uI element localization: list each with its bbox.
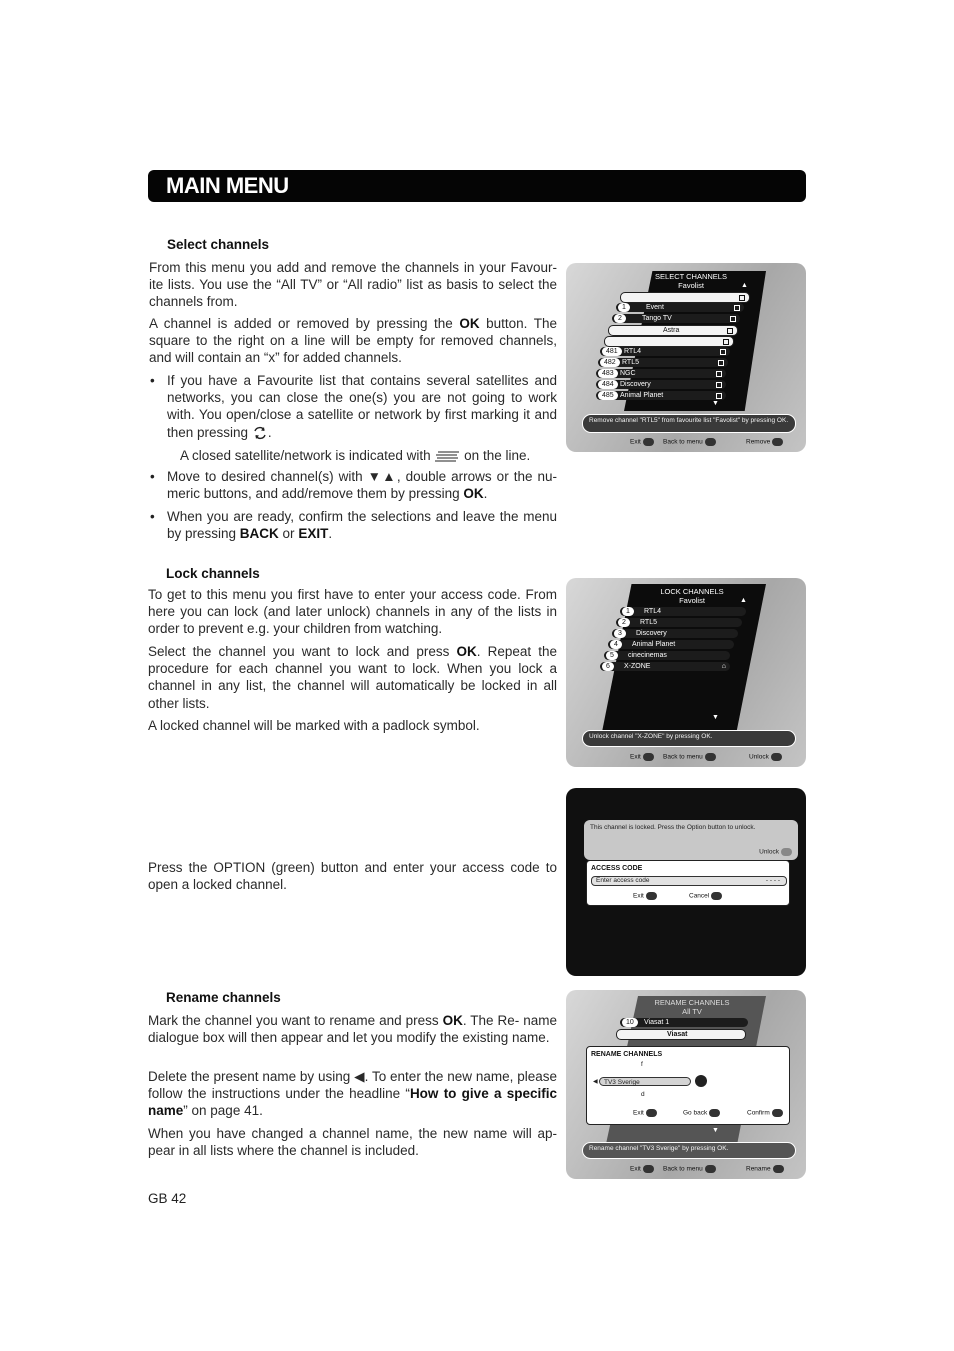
arrow-up-icon: ▲ bbox=[382, 469, 397, 484]
rename-p3: When you have changed a channel name, the new name will ap- pear in all lists where the channel is included. bbox=[148, 1126, 557, 1159]
header-bar bbox=[148, 170, 806, 202]
list-item[interactable]: 483 NGC bbox=[596, 369, 726, 378]
select-channels-screen bbox=[566, 263, 806, 452]
padlock-icon: ⌂ bbox=[721, 663, 726, 670]
lock-heading: Lock channels bbox=[166, 566, 260, 581]
dialog-title: ACCESS CODE bbox=[591, 865, 643, 872]
arrow-down-icon: ▼ bbox=[367, 469, 383, 484]
cancel-button[interactable]: Cancel bbox=[689, 892, 722, 900]
select-b1: If you have a Favourite list that contains several satellites and networks, you can close the one(s) you are not going to work with. You open/close a satellite or network by first marking it and then pressing . bbox=[167, 373, 557, 440]
go-back-button[interactable]: Go back bbox=[683, 1109, 720, 1117]
back-to-menu-button[interactable]: Back to menu bbox=[663, 753, 716, 761]
open-close-icon bbox=[252, 426, 268, 440]
rename-p1: Mark the channel you want to rename and press OK. The Re- name dialogue box will then appear and let you modify the existing name. bbox=[148, 1013, 557, 1046]
exit-button[interactable]: Exit bbox=[630, 1165, 654, 1173]
scroll-up-icon: ▲ bbox=[740, 597, 747, 604]
lock-channels-screen bbox=[566, 578, 806, 767]
page-title: MAIN MENU bbox=[166, 173, 289, 198]
rename-p2: Delete the present name by using ◀. To enter the new name, please follow the instructions under the headline “How to give a specific name” on page 41. bbox=[148, 1069, 557, 1119]
navigation-knob-icon bbox=[695, 1075, 707, 1087]
select-b3: When you are ready, confirm the selections and leave the menu by pressing BACK or EXIT. bbox=[167, 509, 557, 542]
page-number: GB 42 bbox=[148, 1191, 187, 1206]
lock-p3: A locked channel will be marked with a padlock symbol. bbox=[148, 718, 480, 733]
list-item[interactable]: 2 RTL5 bbox=[616, 618, 742, 627]
select-heading: Select channels bbox=[167, 237, 270, 252]
list-item[interactable]: 10 Viasat 1 bbox=[620, 1018, 748, 1027]
select-p2: A channel is added or removed by pressing the OK button. The square to the right on a line will be empty for removed channels, and will contain an “x” for added channels. bbox=[149, 316, 557, 366]
list-item[interactable]: 1 Event bbox=[616, 303, 744, 312]
scroll-up-icon: ▲ bbox=[741, 282, 748, 289]
status-message: Rename channel "TV3 Sverige" by pressing OK. bbox=[582, 1142, 796, 1159]
back-to-menu-button[interactable]: Back to menu bbox=[663, 438, 716, 446]
letter-down: d bbox=[641, 1091, 645, 1098]
select-p1: From this menu you add and remove the channels in your Favour- ite lists. You use the “All TV” or “All radio” list as basis to select the channels from. bbox=[149, 260, 557, 310]
locked-message: This channel is locked. Press the Option button to unlock. bbox=[590, 824, 756, 831]
bullet: • bbox=[150, 509, 155, 524]
screen-title: SELECT CHANNELS Favolist bbox=[655, 272, 727, 290]
closed-network-icon bbox=[434, 450, 460, 462]
access-code-input[interactable]: Enter access code - - - - bbox=[591, 876, 787, 886]
rename-channels-screen bbox=[566, 990, 806, 1179]
select-b2: Move to desired channel(s) with ▼▲, double arrows or the nu- meric buttons, and add/remove them by pressing OK. bbox=[167, 469, 557, 502]
rename-input[interactable]: TV3 Sverige bbox=[599, 1077, 691, 1086]
confirm-button[interactable]: Confirm bbox=[747, 1109, 783, 1117]
list-item[interactable]: 481 RTL4 bbox=[600, 347, 730, 356]
list-item[interactable]: 3 Discovery bbox=[612, 629, 738, 638]
bullet: • bbox=[150, 469, 155, 484]
select-closed: A closed satellite/network is indicated with on the line. bbox=[180, 448, 531, 463]
unlock-button[interactable]: Unlock bbox=[759, 848, 792, 856]
list-item[interactable]: 1 RTL4 bbox=[620, 607, 746, 616]
exit-button[interactable]: Exit bbox=[630, 753, 654, 761]
lock-p2: Select the channel you want to lock and press OK. Repeat the procedure for each channel you want to lock. When you lock a channel in any list, the channel will automatically be locked in all other lists. bbox=[148, 644, 557, 711]
list-item[interactable]: 485 Animal Planet bbox=[596, 391, 726, 400]
bullet: • bbox=[150, 373, 155, 388]
screen-title: RENAME CHANNELS All TV bbox=[654, 998, 730, 1016]
remove-button[interactable]: Remove bbox=[746, 438, 783, 446]
screen-title: LOCK CHANNELS Favolist bbox=[660, 587, 724, 605]
scroll-down-icon: ▼ bbox=[712, 1127, 719, 1134]
list-item[interactable]: Astra bbox=[608, 325, 738, 336]
list-item[interactable]: 5 cinecinemas bbox=[604, 651, 730, 660]
list-item[interactable] bbox=[604, 336, 734, 347]
scroll-down-icon: ▼ bbox=[712, 714, 719, 721]
exit-button[interactable]: Exit bbox=[633, 892, 657, 900]
rename-button[interactable]: Rename bbox=[746, 1165, 784, 1173]
unlock-button[interactable]: Unlock bbox=[749, 753, 782, 761]
arrow-left-icon[interactable]: ◀ bbox=[593, 1079, 598, 1085]
dialog-title: RENAME CHANNELS bbox=[591, 1051, 663, 1058]
option-p1: Press the OPTION (green) button and enter your access code to open a locked channel. bbox=[148, 860, 557, 893]
letter-up: f bbox=[641, 1061, 643, 1068]
rename-heading: Rename channels bbox=[166, 990, 281, 1005]
locked-banner bbox=[584, 820, 798, 860]
access-code-dialog bbox=[586, 860, 790, 906]
access-code-screen bbox=[566, 788, 806, 976]
list-item[interactable]: 482 RTL5 bbox=[598, 358, 728, 367]
exit-button[interactable]: Exit bbox=[630, 438, 654, 446]
lock-p1: To get to this menu you first have to enter your access code. From here you can lock (and later unlock) channels in any of the lists in order to prevent e.g. your children from watching. bbox=[148, 587, 557, 637]
list-item[interactable]: 2 Tango TV bbox=[612, 314, 740, 323]
arrow-left-icon: ◀ bbox=[354, 1069, 365, 1084]
list-item[interactable]: 4 Animal Planet bbox=[608, 640, 734, 649]
back-to-menu-button[interactable]: Back to menu bbox=[663, 1165, 716, 1173]
status-message: Remove channel "RTL5" from favourite list "Favolist" by pressing OK. bbox=[582, 414, 796, 433]
rename-dialog bbox=[586, 1046, 790, 1125]
exit-button[interactable]: Exit bbox=[633, 1109, 657, 1117]
status-message: Unlock channel "X-ZONE" by pressing OK. bbox=[582, 730, 796, 747]
list-item[interactable]: 484 Discovery bbox=[596, 380, 726, 389]
list-item[interactable] bbox=[620, 292, 750, 303]
scroll-down-icon: ▼ bbox=[712, 400, 719, 407]
list-item[interactable]: Viasat bbox=[616, 1029, 746, 1040]
list-item[interactable]: 6 X-ZONE ⌂ bbox=[600, 662, 730, 671]
